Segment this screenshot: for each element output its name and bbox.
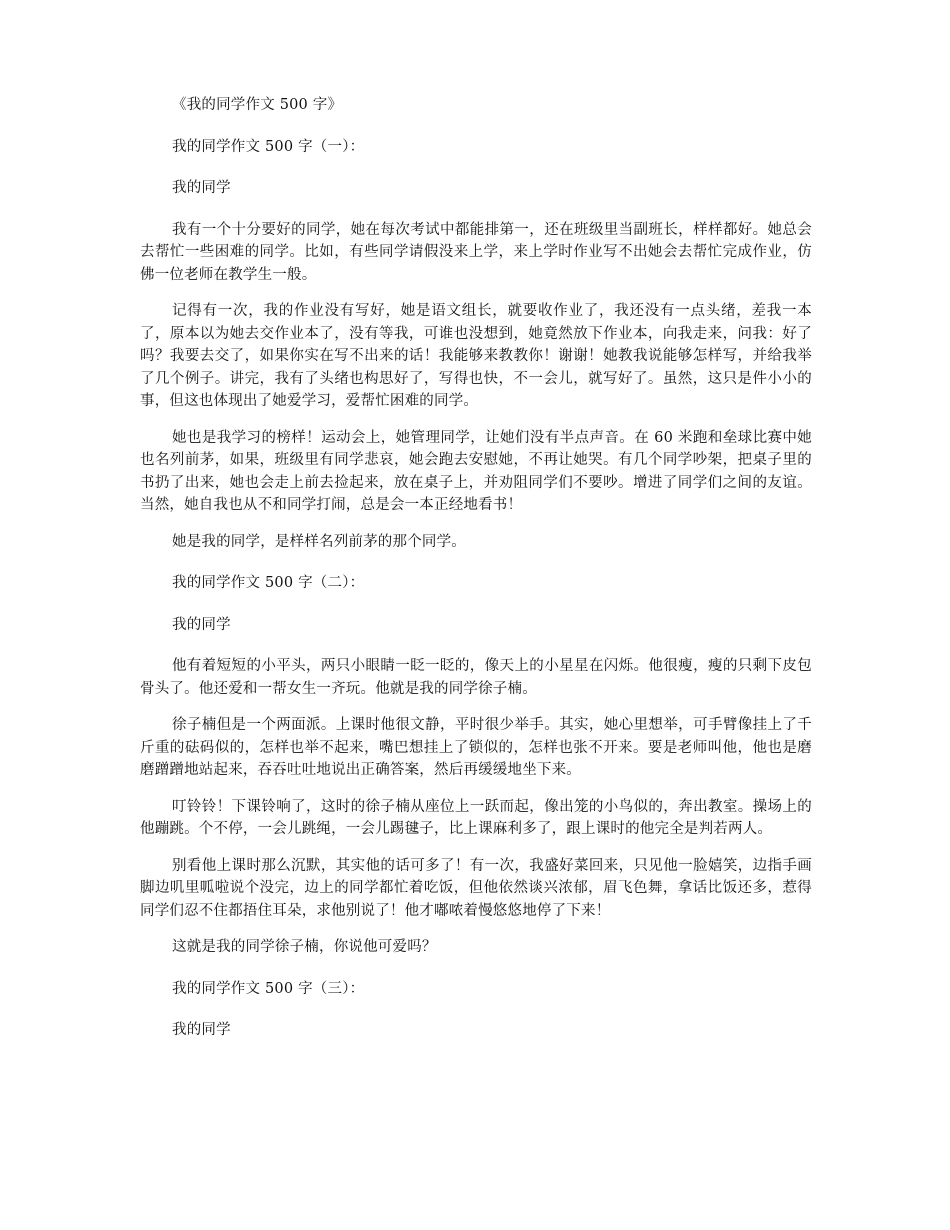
body-paragraph: 徐子楠但是一个两面派。上课时他很文静，平时很少举手。其实，她心里想举，可手臂像挂上了千斤重的砝码似的，怎样也举不起来，嘴巴想挂上了锁似的，怎样也张不开来。要是老师叫他，他也是磨磨蹭蹭地站起来，吞吞吐吐地说出正确答案，然后再缓缓地坐下来。 xyxy=(140,717,812,778)
body-paragraph: 别看他上课时那么沉默，其实他的话可多了！有一次，我盛好菜回来，只见他一脸嬉笑，边指手画脚边叽里呱啦说个没完，边上的同学都忙着吃饭，但他依然谈兴浓郁，眉飞色舞，拿话比饭还多，惹得同学们忍不住都捂住耳朵，求他别说了！他才嘟哝着慢悠悠地停了下来！ xyxy=(140,857,812,919)
body-paragraph: 这就是我的同学徐子楠，你说他可爱吗？ xyxy=(172,939,437,955)
body-paragraph: 他有着短短的小平头，两只小眼睛一眨一眨的，像天上的小星星在闪烁。他很瘦，瘦的只剩下皮包骨头了。他还爱和一帮女生一齐玩。他就是我的同学徐子楠。 xyxy=(140,658,812,697)
section-heading: 我的同学作文 500 字（三）： xyxy=(172,980,365,997)
document-title: 《我的同学作文 500 字》 xyxy=(172,97,343,113)
essay-title: 我的同学 xyxy=(172,616,231,633)
body-paragraph: 记得有一次，我的作业没有写好，她是语文组长，就要收作业了，我还没有一点头绪，差我一本了，原本以为她去交作业本了，没有等我，可谁也没想到，她竟然放下作业本，向我走来，问我：好了吗？我要去交了，如果你实在写不出来的话！我能够来教教你！谢谢！她教我说能够怎样写，并给我举了几个例子。讲完，我有了头绪也构思好了，写得也快，不一会儿，就写好了。虽然，这只是件小小的事，但这也体现出了她爱学习，爱帮忙困难的同学。 xyxy=(140,303,812,409)
body-paragraph: 我有一个十分要好的同学，她在每次考试中都能排第一，还在班级里当副班长，样样都好。她总会去帮忙一些困难的同学。比如，有些同学请假没来上学，来上学时作业写不出她会去帮忙完成作业，仿佛一位老师在教学生一般。 xyxy=(140,221,812,283)
essay-title: 我的同学 xyxy=(172,180,231,196)
essay-title: 我的同学 xyxy=(172,1022,231,1038)
body-paragraph: 她也是我学习的榜样！运动会上，她管理同学，让她们没有半点声音。在 60 米跑和垒球比赛中她也名列前茅，如果，班级里有同学悲哀，她会跑去安慰她，不再让她哭。有几个同学吵架，把桌子里的书扔了出来，她也会走上前去捡起来，放在桌子上，并劝阻同学们不要吵。增进了同学们之间的友谊。当然，她自我也从不和同学打闹，总是会一本正经地看书！ xyxy=(140,429,812,513)
body-paragraph: 她是我的同学，是样样名列前茅的那个同学。 xyxy=(172,533,466,550)
section-heading: 我的同学作文 500 字（二）： xyxy=(172,575,365,591)
body-paragraph: 叮铃铃！下课铃响了，这时的徐子楠从座位上一跃而起，像出笼的小鸟似的，奔出教室。操场上的他蹦跳。个不停，一会儿跳绳，一会儿踢毽子，比上课麻利多了，跟上课时的他完全是判若两人。 xyxy=(140,798,812,837)
document-body xyxy=(140,94,812,1061)
section-heading: 我的同学作文 500 字（一）： xyxy=(172,138,365,155)
